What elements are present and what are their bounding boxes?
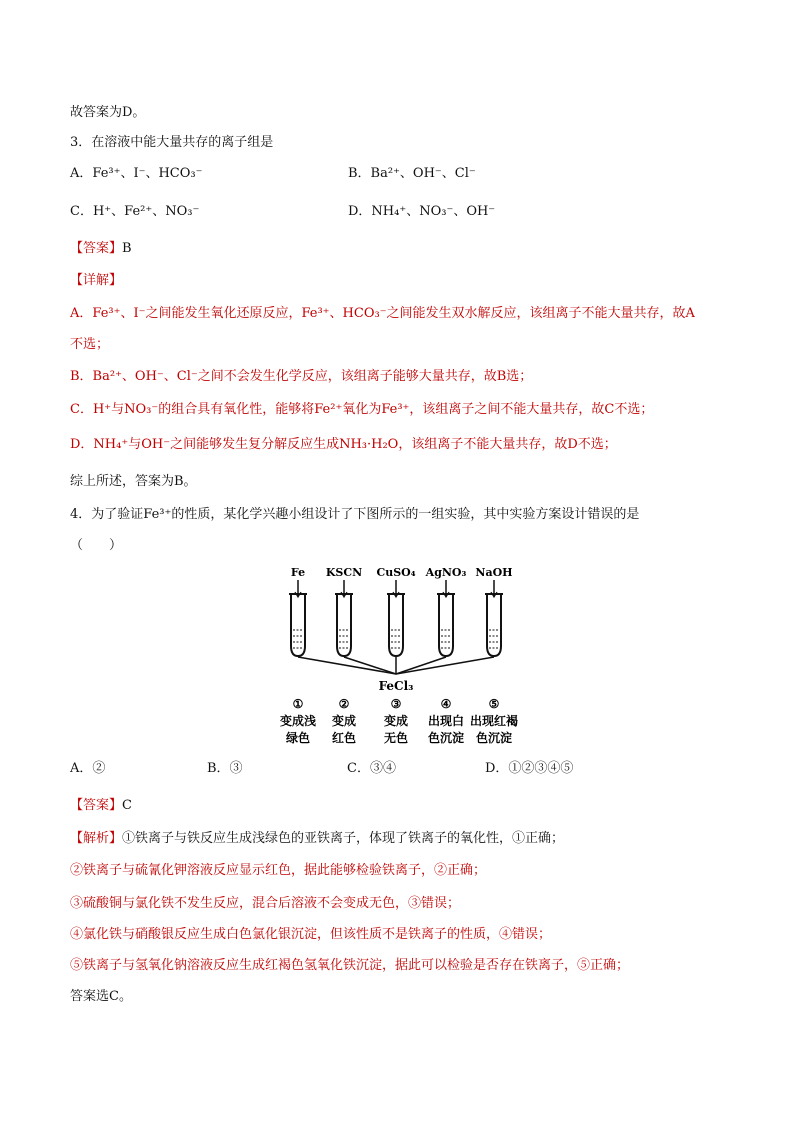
q4-analysis-1-text: ①铁离子与铁反应生成浅绿色的亚铁离子，体现了铁离子的氧化性，①正确； bbox=[122, 831, 565, 846]
observation-line-1: 变成 bbox=[331, 714, 357, 728]
q4-analysis-tag: 【解析】 bbox=[70, 831, 123, 846]
test-tube-diagram bbox=[252, 562, 540, 748]
q4-analysis-4: ④氯化铁与硝酸银反应生成白色氯化银沉淀，但该性质不是铁离子的性质，④错误； bbox=[70, 927, 552, 942]
q3-detail-a-2: 不选； bbox=[70, 337, 110, 352]
observation-line-1: 变成浅 bbox=[279, 714, 317, 728]
q4-final-answer: 答案选C。 bbox=[70, 989, 132, 1004]
q4-answer bbox=[70, 797, 132, 815]
observation-line-2: 无色 bbox=[383, 731, 409, 745]
q4-answer-value: C bbox=[122, 798, 132, 813]
tube-number: ③ bbox=[390, 697, 402, 711]
q4-analysis-2: ②铁离子与硫氰化钾溶液反应显示红色，据此能够检验铁离子，②正确； bbox=[70, 863, 487, 878]
reagent-label: Fe bbox=[290, 566, 306, 579]
q3-option-b: B．Ba²⁺、OH⁻、Cl⁻ bbox=[348, 166, 476, 181]
observation-line-2: 绿色 bbox=[285, 731, 311, 745]
q3-detail-tag: 【详解】 bbox=[70, 273, 123, 288]
q4-analysis-3: ③硫酸铜与氯化铁不发生反应，混合后溶液不会变成无色，③错误； bbox=[70, 896, 461, 911]
tube-number: ① bbox=[292, 697, 304, 711]
reagent-label: CuSO₄ bbox=[376, 566, 416, 579]
test-tube bbox=[289, 594, 307, 656]
reagent-label: KSCN bbox=[325, 566, 363, 579]
q3-summary: 综上所述，答案为B。 bbox=[70, 474, 197, 489]
q3-detail-a-1: A．Fe³⁺、I⁻之间能发生氧化还原反应，Fe³⁺、HCO₃⁻之间能发生双水解反应，该组离子不能大量共存，故A bbox=[70, 306, 695, 321]
q4-option-a: A．② bbox=[70, 761, 106, 776]
observation-line-1: 变成 bbox=[383, 714, 409, 728]
q3-option-d: D．NH₄⁺、NO₃⁻、OH⁻ bbox=[348, 204, 496, 219]
connector-line bbox=[344, 657, 396, 674]
q4-option-c: C．③④ bbox=[347, 761, 396, 776]
tube-number: ⑤ bbox=[488, 697, 500, 711]
test-tube bbox=[335, 594, 353, 656]
q4-option-b: B．③ bbox=[207, 761, 243, 776]
q3-stem: 3．在溶液中能大量共存的离子组是 bbox=[70, 135, 274, 150]
q4-stem: 4．为了验证Fe³⁺的性质，某化学兴趣小组设计了下图所示的一组实验，其中实验方案设计错误的是 bbox=[70, 507, 640, 522]
tube-number: ② bbox=[338, 697, 350, 711]
tube-number: ④ bbox=[440, 697, 452, 711]
q4-answer-tag: 【答案】 bbox=[70, 798, 123, 813]
connector-line bbox=[396, 657, 446, 674]
test-tube bbox=[485, 594, 503, 656]
reagent-label: NaOH bbox=[475, 566, 513, 579]
q3-answer-tag: 【答案】 bbox=[70, 241, 123, 256]
q3-answer-value: B bbox=[122, 241, 132, 256]
observation-line-1: 出现红褐 bbox=[469, 714, 519, 728]
test-tube bbox=[387, 594, 405, 656]
q4-analysis-1 bbox=[70, 830, 564, 848]
q3-option-a: A．Fe³⁺、I⁻、HCO₃⁻ bbox=[70, 166, 203, 181]
observation-line-2: 色沉淀 bbox=[427, 731, 465, 745]
reagent-label: AgNO₃ bbox=[425, 566, 467, 579]
observation-line-2: 红色 bbox=[331, 731, 357, 745]
q3-detail-d: D．NH₄⁺与OH⁻之间能够发生复分解反应生成NH₃·H₂O，该组离子不能大量共存，故D不选； bbox=[70, 437, 617, 452]
q3-option-c: C．H⁺、Fe²⁺、NO₃⁻ bbox=[70, 204, 200, 219]
observation-line-2: 色沉淀 bbox=[475, 731, 513, 745]
q4-option-d: D．①②③④⑤ bbox=[485, 761, 574, 776]
q3-detail-c: C．H⁺与NO₃⁻的组合具有氧化性，能够将Fe²⁺氧化为Fe³⁺，该组离子之间不能大量共存，故C不选； bbox=[70, 402, 654, 417]
q4-analysis-5: ⑤铁离子与氢氧化钠溶液反应生成红褐色氢氧化铁沉淀，据此可以检验是否存在铁离子，⑤正确； bbox=[70, 958, 630, 973]
observation-line-1: 出现白 bbox=[427, 714, 465, 728]
test-tube bbox=[437, 594, 455, 656]
q3-answer bbox=[70, 240, 132, 258]
q3-detail-b: B．Ba²⁺、OH⁻、Cl⁻之间不会发生化学反应，该组离子能够大量共存，故B选； bbox=[70, 369, 533, 384]
prev-answer-line: 故答案为D。 bbox=[70, 105, 146, 120]
connector-line bbox=[396, 657, 494, 674]
connector-line bbox=[298, 657, 396, 674]
q4-paren: （ ） bbox=[70, 538, 123, 553]
fecl3-label: FeCl₃ bbox=[378, 679, 414, 693]
